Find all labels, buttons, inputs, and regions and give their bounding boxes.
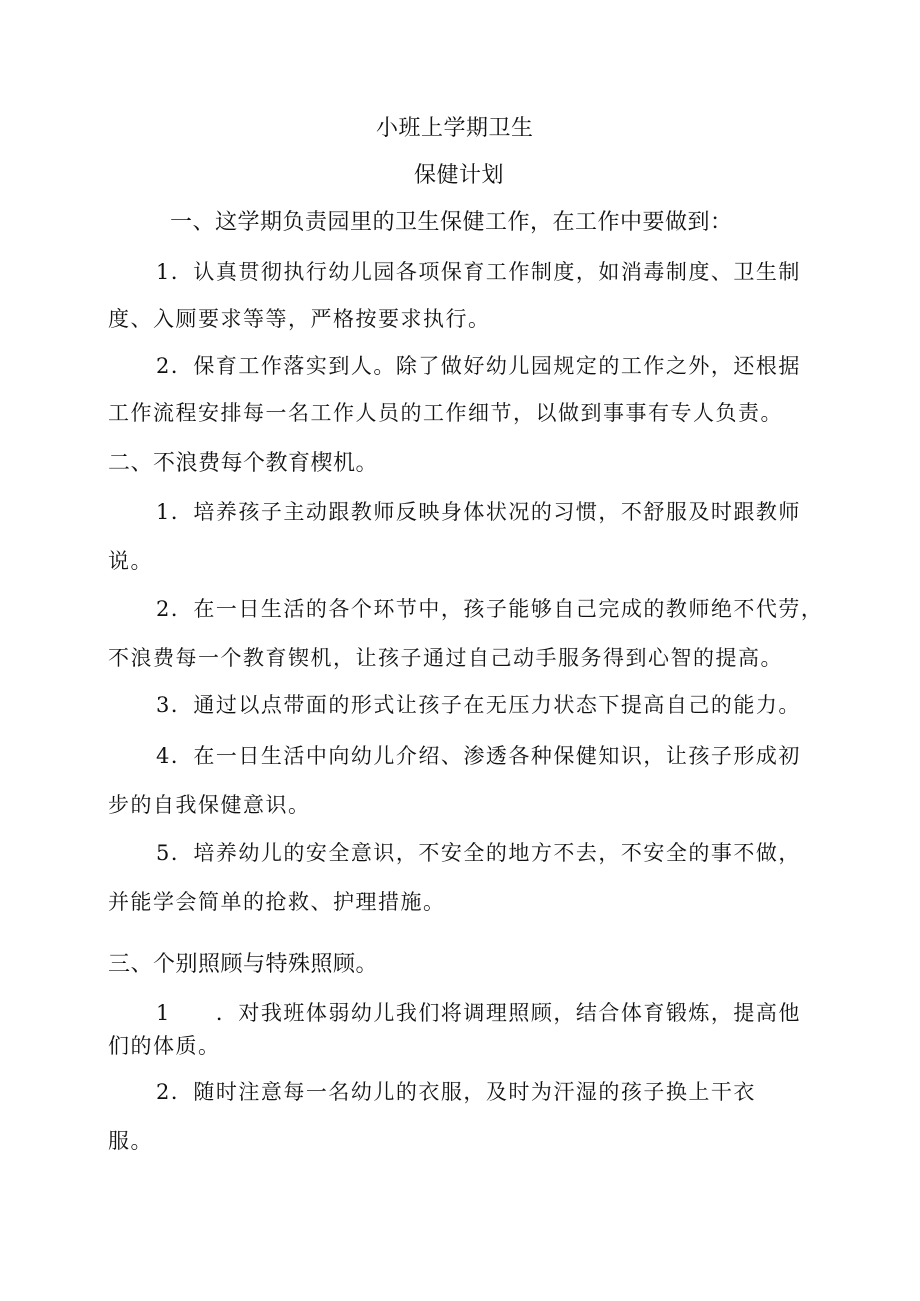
section-3-item-1-line-1: 1 ．对我班体弱幼儿我们将调理照顾，结合体育锻炼，提高他 xyxy=(156,1001,801,1025)
section-2-item-5-line-1: 5．培养幼儿的安全意识，不安全的地方不去，不安全的事不做， xyxy=(156,841,801,865)
section-3-item-2-line-2: 服。 xyxy=(108,1129,153,1153)
section-1-item-2-line-1: 2．保育工作落实到人。除了做好幼儿园规定的工作之外，还根据 xyxy=(156,354,801,378)
section-2-heading: 二、不浪费每个教育楔机。 xyxy=(108,451,379,476)
section-3-item-2-line-1: 2．随时注意每一名幼儿的衣服，及时为汗湿的孩子换上干衣 xyxy=(156,1080,756,1104)
section-1-heading: 一、这学期负责园里的卫生保健工作，在工作中要做到： xyxy=(170,210,733,235)
section-2-item-4-line-1: 4．在一日生活中向幼儿介绍、渗透各种保健知识，让孩子形成初 xyxy=(156,744,801,768)
section-2-item-1-line-2: 说。 xyxy=(108,549,153,573)
document-title-line-2: 保健计划 xyxy=(414,163,505,188)
section-2-item-5-line-2: 并能学会简单的抢救、护理措施。 xyxy=(108,890,446,914)
section-1-item-1-line-1: 1．认真贯彻执行幼儿园各项保育工作制度，如消毒制度、卫生制 xyxy=(156,260,801,284)
section-1-item-2-line-2: 工作流程安排每一名工作人员的工作细节，以做到事事有专人负责。 xyxy=(108,401,783,425)
section-2-item-3-line-1: 3．通过以点带面的形式让孩子在无压力状态下提高自己的能力。 xyxy=(156,693,801,717)
section-2-item-1-line-1: 1．培养孩子主动跟教师反映身体状况的习惯，不舒服及时跟教师 xyxy=(156,500,801,524)
section-3-item-1-line-2: 们的体质。 xyxy=(108,1034,221,1058)
document-title-line-1: 小班上学期卫生 xyxy=(376,116,534,141)
section-2-item-2-line-2: 不浪费每一个教育锲机，让孩子通过自己动手服务得到心智的提高。 xyxy=(108,646,783,670)
section-2-item-4-line-2: 步的自我保健意识。 xyxy=(108,793,311,817)
section-3-heading: 三、个别照顾与特殊照顾。 xyxy=(108,952,379,977)
section-2-item-2-line-1: 2．在一日生活的各个环节中，孩子能够自己完成的教师绝不代劳， xyxy=(156,597,824,621)
section-1-item-1-line-2: 度、入厕要求等等，严格按要求执行。 xyxy=(108,307,491,331)
